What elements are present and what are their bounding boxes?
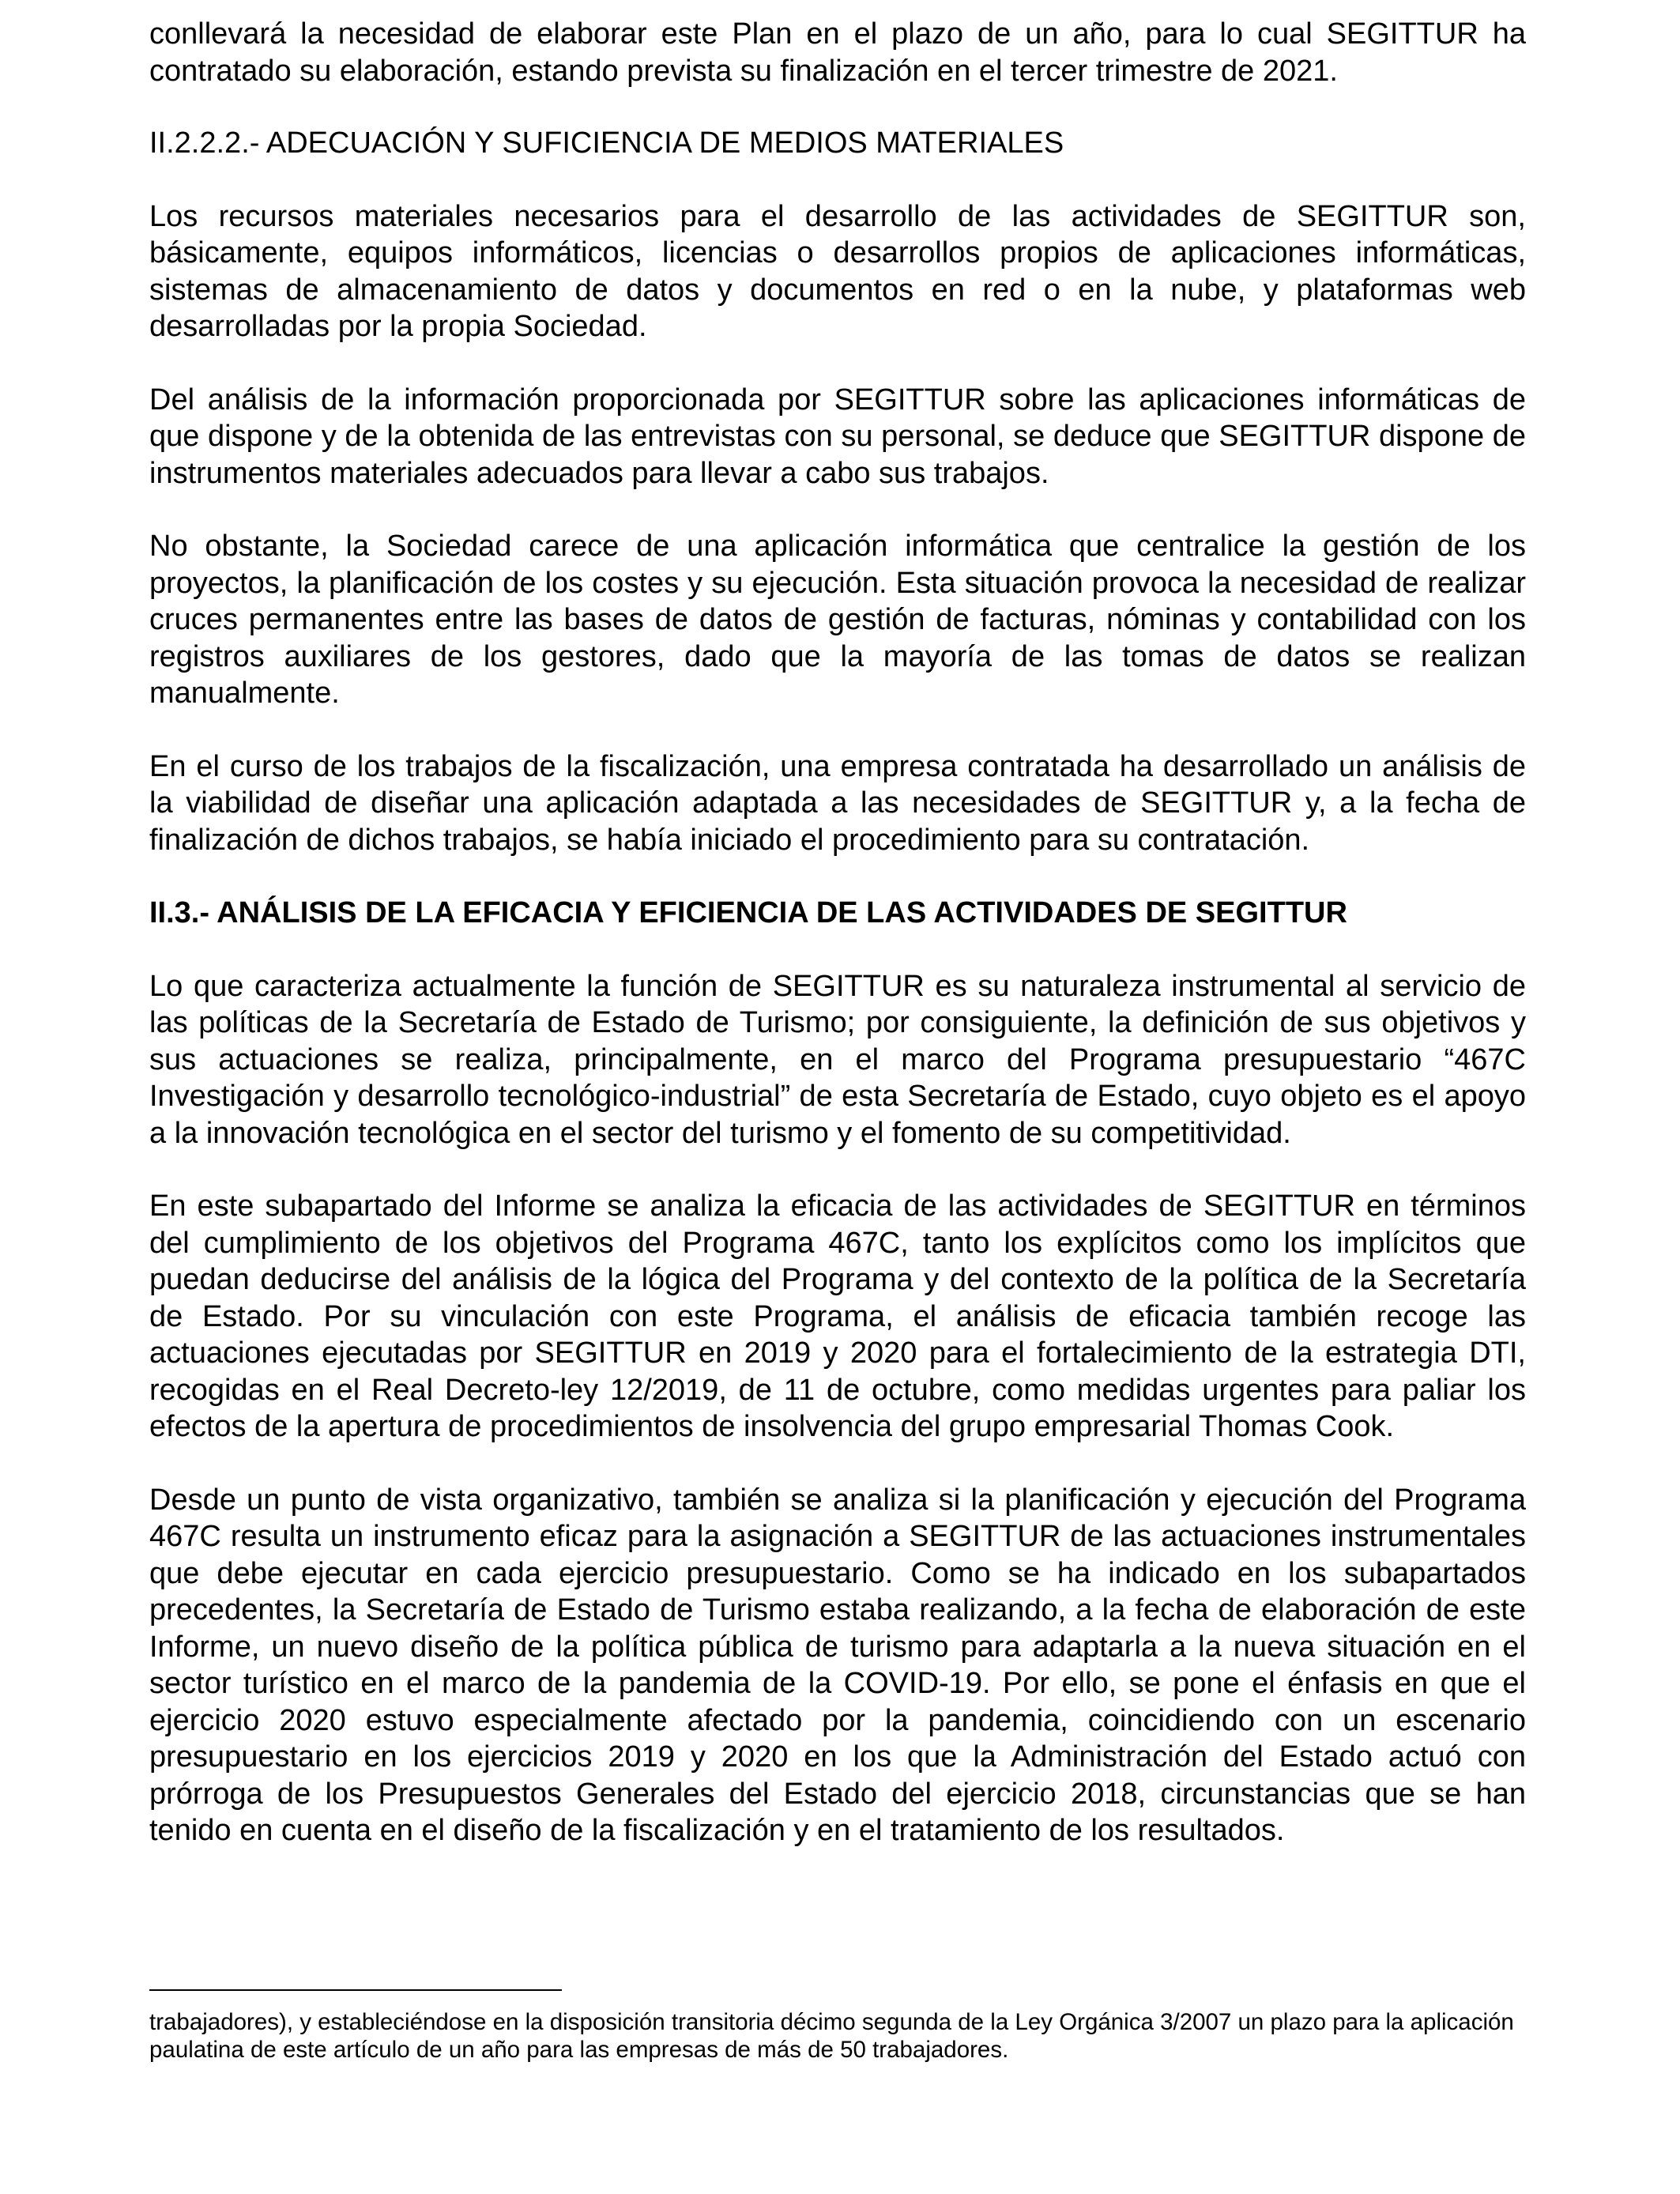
- footnote-text: trabajadores), y estableciéndose en la disposición transitoria décimo segunda de la Ley Orgánica 3/2007 un plazo para la aplicación paulatina de este artículo de un año para las empresas de más de 50 trabajadores.: [149, 2009, 1514, 2063]
- page-body: [149, 16, 1526, 1886]
- paragraph-funcion-segittur: Lo que caracteriza actualmente la función de SEGITTUR es su naturaleza instrumental al servicio de las políticas de la Secretaría de Estado de Turismo; por consiguiente, la definición de sus objetivos y sus actuaciones se realiza, principalmente, en el marco del Programa presupuestario “467C Investigación y desarrollo tecnológico-industrial” de esta Secretaría de Estado, cuyo objeto es el apoyo a la innovación tecnológica en el sector del turismo y el fomento de su competitividad.: [149, 969, 1526, 1150]
- paragraph-curso-trabajos: En el curso de los trabajos de la fiscalización, una empresa contratada ha desarrollado un análisis de la viabilidad de diseñar una aplicación adaptada a las necesidades de SEGITTUR y, a la fecha de finalización de dichos trabajos, se había iniciado el procedimiento para su contratación.: [149, 749, 1526, 857]
- paragraph-subapartado-eficacia: En este subapartado del Informe se analiza la eficacia de las actividades de SEGITTUR en términos del cumplimiento de los objetivos del Programa 467C, tanto los explícitos como los implícitos que puedan deducirse del análisis de la lógica del Programa y del contexto de la política de la Secretaría de Estado. Por su vinculación con este Programa, el análisis de eficacia también recoge las actuaciones ejecutadas por SEGITTUR en 2019 y 2020 para el fortalecimiento de la estrategia DTI, recogidas en el Real Decreto-ley 12/2019, de 11 de octubre, como medidas urgentes para paliar los efectos de la apertura de procedimientos de insolvencia del grupo empresarial Thomas Cook.: [149, 1189, 1526, 1443]
- heading-analisis-eficacia: II.3.- ANÁLISIS DE LA EFICACIA Y EFICIENCIA DE LAS ACTIVIDADES DE SEGITTUR: [149, 896, 1347, 929]
- paragraph-plan-contract: conllevará la necesidad de elaborar este Plan en el plazo de un año, para lo cual SEGITTUR ha contratado su elaboración, estando prevista su finalización en el tercer trimestre de 2021.: [149, 17, 1526, 88]
- footnote-separator: [149, 1989, 562, 1991]
- paragraph-analisis-informacion: Del análisis de la información proporcionada por SEGITTUR sobre las aplicaciones informáticas de que dispone y de la obtenida de las entrevistas con su personal, se deduce que SEGITTUR dispone de instrumentos materiales adecuados para llevar a cabo sus trabajos.: [149, 383, 1526, 490]
- paragraph-no-obstante: No obstante, la Sociedad carece de una aplicación informática que centralice la gestión de los proyectos, la planificación de los costes y su ejecución. Esta situación provoca la necesidad de realizar cruces permanentes entre las bases de datos de gestión de facturas, nóminas y contabilidad con los registros auxiliares de los gestores, dado que la mayoría de las tomas de datos se realizan manualmente.: [149, 530, 1526, 710]
- paragraph-recursos-materiales: Los recursos materiales necesarios para el desarrollo de las actividades de SEGITTUR son, básicamente, equipos informáticos, licencias o desarrollos propios de aplicaciones informáticas, sistemas de almacenamiento de datos y documentos en red o en la nube, y plataformas web desarrolladas por la propia Sociedad.: [149, 199, 1526, 343]
- heading-adecuacion-medios-materiales: II.2.2.2.- ADECUACIÓN Y SUFICIENCIA DE MEDIOS MATERIALES: [149, 126, 1064, 160]
- paragraph-punto-vista-organizativo: Desde un punto de vista organizativo, también se analiza si la planificación y ejecución del Programa 467C resulta un instrumento eficaz para la asignación a SEGITTUR de las actuaciones instrumentales que debe ejecutar en cada ejercicio presupuestario. Como se ha indicado en los subapartados precedentes, la Secretaría de Estado de Turismo estaba realizando, a la fecha de elaboración de este Informe, un nuevo diseño de la política pública de turismo para adaptarla a la nueva situación en el sector turístico en el marco de la pandemia de la COVID-19. Por ello, se pone el énfasis en que el ejercicio 2020 estuvo especialmente afectado por la pandemia, coincidiendo con un escenario presupuestario en los ejercicios 2019 y 2020 en los que la Administración del Estado actuó con prórroga de los Presupuestos Generales del Estado del ejercicio 2018, circunstancias que se han tenido en cuenta en el diseño de la fiscalización y en el tratamiento de los resultados.: [149, 1483, 1526, 1847]
